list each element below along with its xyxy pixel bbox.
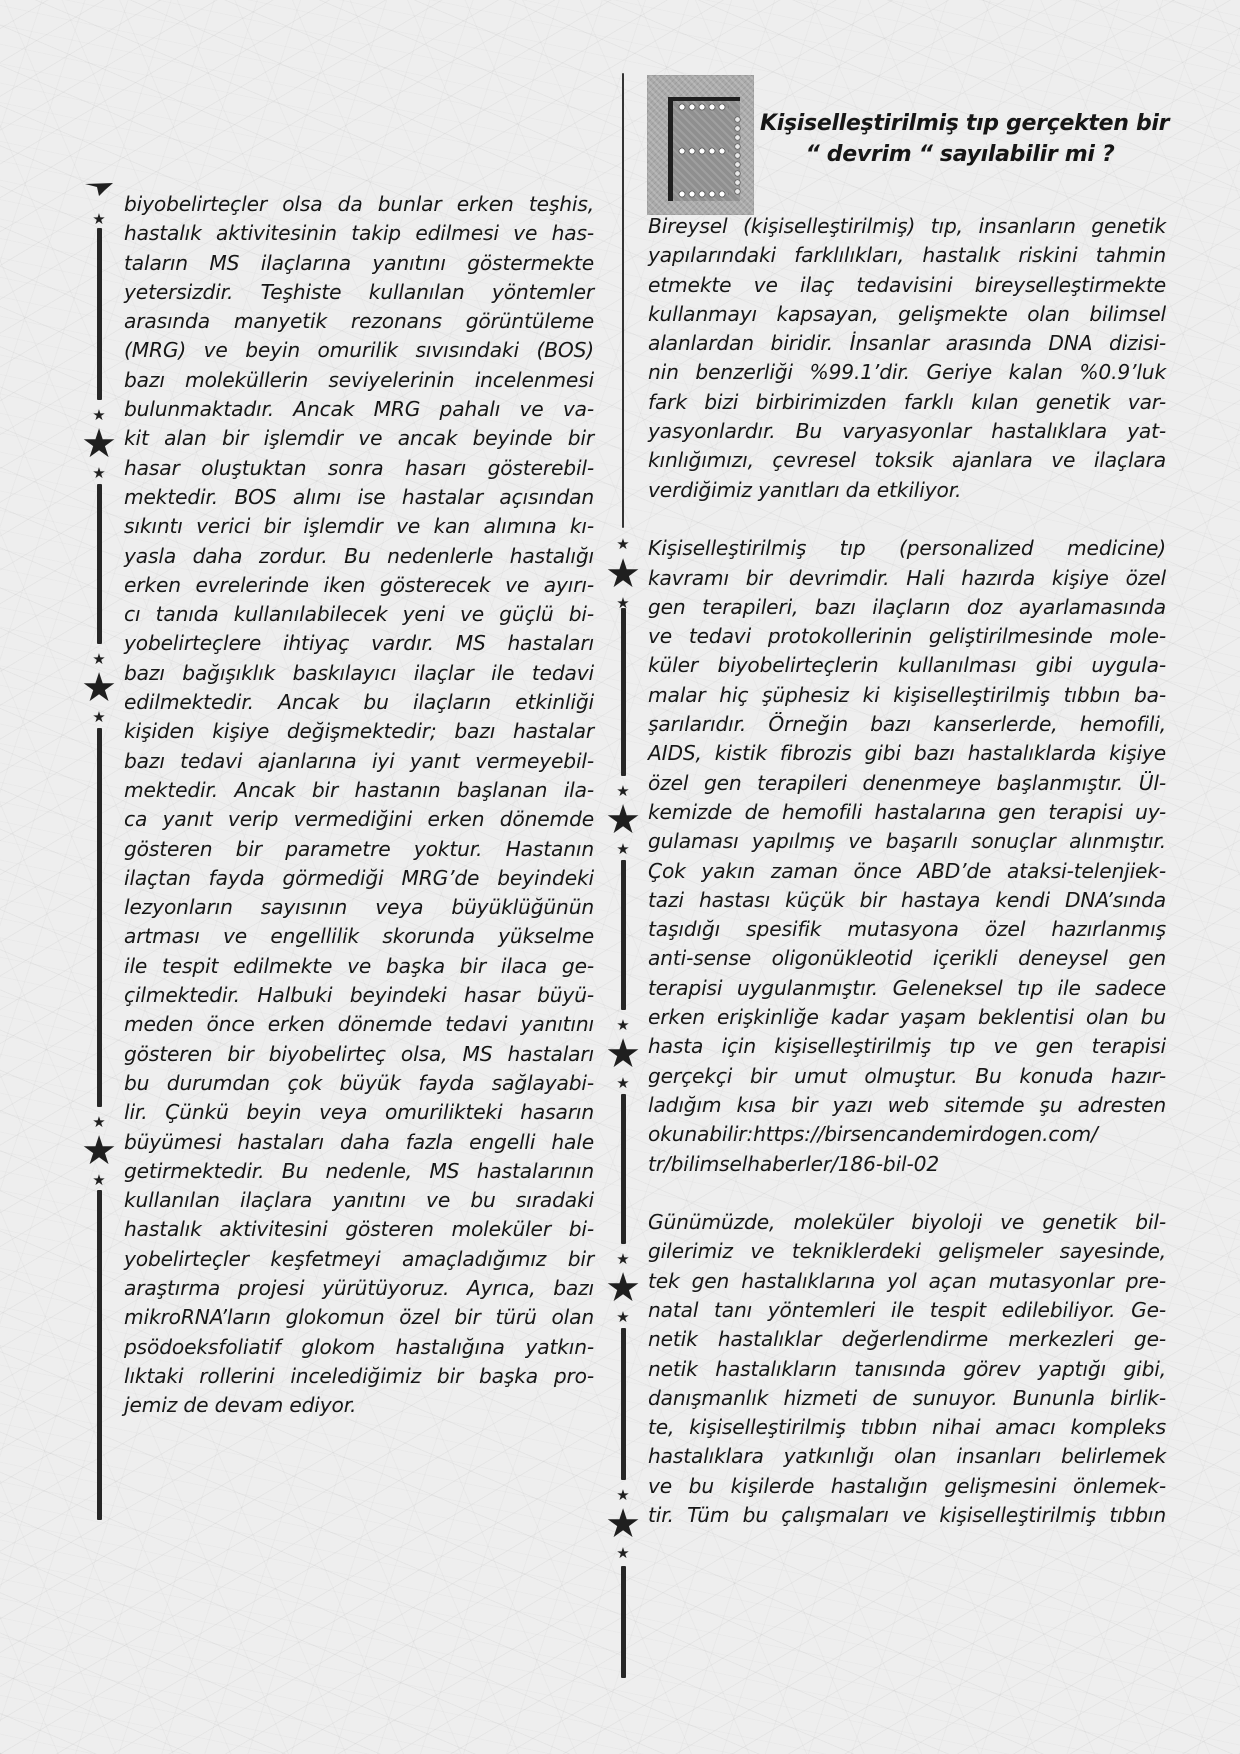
text-line: mektedir. Ancak bir hastanın başlanan ila- <box>124 777 594 802</box>
text-line: tr/bilimselhaberler/186-bil-02 <box>648 1151 940 1176</box>
large-star-icon: ★ <box>605 797 641 843</box>
text-line: tir. Tüm bu çalışmaları ve kişiselleştirilmiş tıbbın <box>648 1503 1166 1528</box>
text-line: fark bizi birbirimizden farklı kılan genetik var- <box>648 389 1166 414</box>
large-star-icon: ★ <box>605 1031 641 1077</box>
text-line: psödoeksfoliatif glokom hastalığına yatkın- <box>124 1334 594 1359</box>
text-line: mikroRNA’ların glokomun özel bir türü olan <box>124 1305 594 1330</box>
small-star-icon: ★ <box>616 1250 630 1268</box>
text-line: kullanılan ilaçlara yanıtını ve bu sıradaki <box>124 1188 594 1213</box>
text-line: netik hastalıkların tanısında görev yaptığı gibi, <box>648 1356 1166 1381</box>
text-line: gen terapileri, bazı ilaçların doz ayarlamasında <box>648 594 1166 619</box>
small-star-icon: ★ <box>616 594 630 612</box>
text-line: hastalık aktivitesini gösteren moleküler bi- <box>124 1217 594 1242</box>
text-line: lıktaki rollerini incelediğimiz bir başka pro- <box>124 1363 594 1388</box>
small-star-icon: ★ <box>616 840 630 858</box>
text-line: ladığım kısa bir yazı web sitemde şu adresten <box>648 1092 1166 1117</box>
small-star-icon: ★ <box>92 1113 106 1131</box>
vertical-rule <box>97 1190 102 1520</box>
text-line: bazı tedavi ajanlarına iyi yanıt vermeyebil- <box>124 748 594 773</box>
text-line: kınlığımızı, çevresel toksik ajanlara ve ilaçlara <box>648 448 1166 473</box>
small-star-icon: ★ <box>616 1486 630 1504</box>
text-line: gösteren bir parametre yoktur. Hastanın <box>124 836 594 861</box>
text-line: terapisi uygulanmıştır. Geleneksel tıp ile sadece <box>648 975 1166 1000</box>
text-line: taların MS ilaçlarına yanıtını göstermekte <box>124 250 594 275</box>
text-line: bulunmaktadır. Ancak MRG pahalı ve va- <box>124 397 594 422</box>
text-line: yasla daha zordur. Bu nedenlerle hastalığı <box>124 543 594 568</box>
text-line: yasyonlardır. Bu varyasyonlar hastalıklara yat- <box>648 419 1166 444</box>
text-line: erken erişkinliğe kadar yaşam beklentisi olan bu <box>648 1005 1166 1030</box>
text-line: şarılarıdır. Örneğin bazı kanserlerde, hemofili, <box>648 712 1166 737</box>
text-line: mektedir. BOS alımı ise hastalar açısından <box>124 484 594 509</box>
large-star-icon: ★ <box>605 1501 641 1547</box>
vertical-rule <box>621 1094 626 1244</box>
text-line: verdiğimiz yanıtları da etkiliyor. <box>648 477 962 502</box>
text-line: tazi hastası küçük bir hastaya kendi DNA’sında <box>648 887 1166 912</box>
vertical-rule <box>97 228 102 400</box>
text-line: büyümesi hastaları daha fazla engelli hale <box>124 1129 594 1154</box>
small-star-icon: ★ <box>616 1074 630 1092</box>
text-line: netik hastalıklar değerlendirme merkezleri ge- <box>648 1327 1166 1352</box>
decorative-letter-e-image <box>647 75 754 215</box>
vertical-rule <box>621 1566 626 1678</box>
text-line: (MRG) ve beyin omurilik sıvısındaki (BOS) <box>124 338 594 363</box>
text-line: küler biyobelirteçlerin kullanılması gibi uygula- <box>648 653 1166 678</box>
small-star-icon: ★ <box>92 464 106 482</box>
text-line: kullanmayı kapsayan, gelişmekte olan bilimsel <box>648 301 1166 326</box>
text-line: meden önce erken dönemde tedavi yanıtını <box>124 1012 594 1037</box>
text-line: bazı moleküllerin seviyelerinin incelenmesi <box>124 367 594 392</box>
small-star-icon: ★ <box>92 210 106 228</box>
vertical-rule <box>621 860 626 1010</box>
text-line: AIDS, kistik fibrozis gibi bazı hastalıklarda kişiye <box>648 741 1166 766</box>
text-line: yapılarındaki farklılıkları, hastalık riskini tahmin <box>648 243 1166 268</box>
vertical-rule <box>621 608 626 776</box>
text-line: hasar oluştuktan sonra hasarı gösterebil- <box>124 455 594 480</box>
text-line: gerçekçi bir umut olmuştur. Bu konuda hazır- <box>648 1063 1166 1088</box>
text-line: danışmanlık hizmeti de sunuyor. Bununla birlik- <box>648 1385 1166 1410</box>
text-line: bu durumdan çok büyük fayda sağlayabi- <box>124 1070 594 1095</box>
small-star-icon: ★ <box>616 1544 630 1562</box>
text-line: ve bu kişilerde hastalığın gelişmesini önlemek- <box>648 1473 1166 1498</box>
text-line: yobelirteçlere ihtiyaç vardır. MS hastaları <box>124 631 594 656</box>
text-line: cı tanıda kullanılabilecek yeni ve güçlü bi- <box>124 602 594 627</box>
small-star-icon: ★ <box>92 650 106 668</box>
text-line: çilmektedir. Halbuki beyindeki hasar büyü- <box>124 983 594 1008</box>
article-title <box>760 108 1170 170</box>
flag-ornament-icon <box>84 183 114 197</box>
small-star-icon: ★ <box>92 406 106 424</box>
large-star-icon: ★ <box>605 551 641 597</box>
text-line: hastalık aktivitesinin takip edilmesi ve has- <box>124 221 594 246</box>
small-star-icon: ★ <box>92 708 106 726</box>
text-line: alanlardan biridir. İnsanlar arasında DNA dizisi- <box>648 331 1166 356</box>
text-line: arasında manyetik rezonans görüntüleme <box>124 309 594 334</box>
small-star-icon: ★ <box>616 1016 630 1034</box>
text-line: yobelirteçler keşfetmeyi amaçladığımız bir <box>124 1246 594 1271</box>
vertical-rule <box>622 73 624 528</box>
text-line: ilaçtan fayda görmediği MRG’de beyindeki <box>124 865 594 890</box>
text-line: nin benzerliği %99.1’dir. Geriye kalan %0.9’luk <box>648 360 1166 385</box>
paragraph <box>648 212 1166 505</box>
text-line: ile tespit edilmekte ve başka bir ilaca ge- <box>124 953 594 978</box>
article-title-line: Kişiselleştirilmiş tıp gerçekten bir <box>760 111 1170 136</box>
text-line: sıkıntı verici bir işlemdir ve kan alımına kı- <box>124 514 594 539</box>
text-line: okunabilir:https://birsencandemirdogen.com/ <box>648 1122 1098 1147</box>
text-line: getirmektedir. Bu nedenle, MS hastalarının <box>124 1158 594 1183</box>
text-line: ca yanıt verip vermediğini erken dönemde <box>124 807 594 832</box>
text-line: hastalıklara yatkınlığı olan insanları belirlemek <box>648 1444 1166 1469</box>
letter-e-top-dots <box>677 103 729 112</box>
vertical-rule <box>97 484 102 644</box>
text-line: kit alan bir işlemdir ve ancak beyinde bir <box>124 426 594 451</box>
text-line: etmekte ve ilaç tedavisini bireyselleştirmekte <box>648 272 1166 297</box>
letter-e-middle-dots <box>677 147 729 156</box>
text-line: ve tedavi protokollerinin geliştirilmesinde mole- <box>648 624 1166 649</box>
left-column-text <box>124 190 594 1420</box>
text-line: hasta için kişiselleştirilmiş tıp ve gen terapisi <box>648 1034 1166 1059</box>
text-line: lir. Çünkü beyin veya omurilikteki hasarın <box>124 1100 594 1125</box>
text-line: kavramı bir devrimdir. Hali hazırda kişiye özel <box>648 565 1166 590</box>
right-column-text <box>648 212 1166 1530</box>
text-line: taşıdığı spesifik mutasyona özel hazırlanmış <box>648 917 1166 942</box>
text-line: te, kişiselleştirilmiş tıbbın nihai amacı kompleks <box>648 1415 1166 1440</box>
paragraph-gap <box>648 1179 1166 1208</box>
text-line: gösteren bir biyobelirteç olsa, MS hastaları <box>124 1041 594 1066</box>
text-line: edilmektedir. Ancak bu ilaçların etkinliği <box>124 690 594 715</box>
text-line: Çok yakın zaman önce ABD’de ataksi-telenjiek- <box>648 858 1166 883</box>
text-line: biyobelirteçler olsa da bunlar erken teşhis, <box>124 192 594 216</box>
vertical-rule <box>621 1328 626 1480</box>
text-line: natal tanı yöntemleri ile tespit edilebiliyor. Ge- <box>648 1297 1166 1322</box>
paragraph <box>648 1208 1166 1530</box>
letter-e-bottom-dots <box>677 190 729 199</box>
large-star-icon: ★ <box>81 421 117 467</box>
text-line: özel gen terapileri denenmeye başlanmıştır. Ül- <box>648 770 1166 795</box>
text-line: Günümüzde, moleküler biyoloji ve genetik bil- <box>648 1210 1166 1235</box>
text-line: bazı bağışıklık baskılayıcı ilaçlar ile tedavi <box>124 660 594 685</box>
text-line: anti-sense oligonükleotid içerikli deneysel gen <box>648 946 1166 971</box>
text-line: artması ve engellilik skorunda yükselme <box>124 924 594 949</box>
vertical-rule <box>97 728 102 1107</box>
text-line: malar hiç şüphesiz ki kişiselleştirilmiş tıbbın ba- <box>648 682 1166 707</box>
small-star-icon: ★ <box>616 535 630 553</box>
text-line: yetersizdir. Teşhiste kullanılan yöntemler <box>124 279 594 304</box>
text-line: gulaması yapılmış ve başarılı sonuçlar alınmıştır. <box>648 829 1166 854</box>
large-star-icon: ★ <box>605 1265 641 1311</box>
small-star-icon: ★ <box>616 782 630 800</box>
text-line: jemiz de devam ediyor. <box>124 1393 357 1418</box>
large-star-icon: ★ <box>81 665 117 711</box>
letter-e-right-dots <box>733 115 742 195</box>
text-line: Kişiselleştirilmiş tıp (personalized medicine) <box>648 536 1166 561</box>
small-star-icon: ★ <box>92 1171 106 1189</box>
paragraph-gap <box>648 505 1166 534</box>
text-line: Bireysel (kişiselleştirilmiş) tıp, insanların genetik <box>648 214 1166 238</box>
small-star-icon: ★ <box>616 1308 630 1326</box>
paragraph <box>648 534 1166 1179</box>
text-line: erken evrelerinde iken gösterecek ve ayırı- <box>124 572 594 597</box>
large-star-icon: ★ <box>81 1128 117 1174</box>
article-title-line: “ devrim “ sayılabilir mi ? <box>805 142 1115 167</box>
text-line: lezyonların sayısının veya büyüklüğünün <box>124 895 594 920</box>
text-line: kişiden kişiye değişmektedir; bazı hastalar <box>124 719 594 744</box>
text-line: tek gen hastalıklarına yol açan mutasyonlar pre- <box>648 1268 1166 1293</box>
text-line: araştırma projesi yürütüyoruz. Ayrıca, bazı <box>124 1275 594 1300</box>
text-line: kemizde de hemofili hastalarına gen terapisi uy- <box>648 799 1166 824</box>
text-line: gilerimiz ve tekniklerdeki gelişmeler sayesinde, <box>648 1239 1166 1264</box>
